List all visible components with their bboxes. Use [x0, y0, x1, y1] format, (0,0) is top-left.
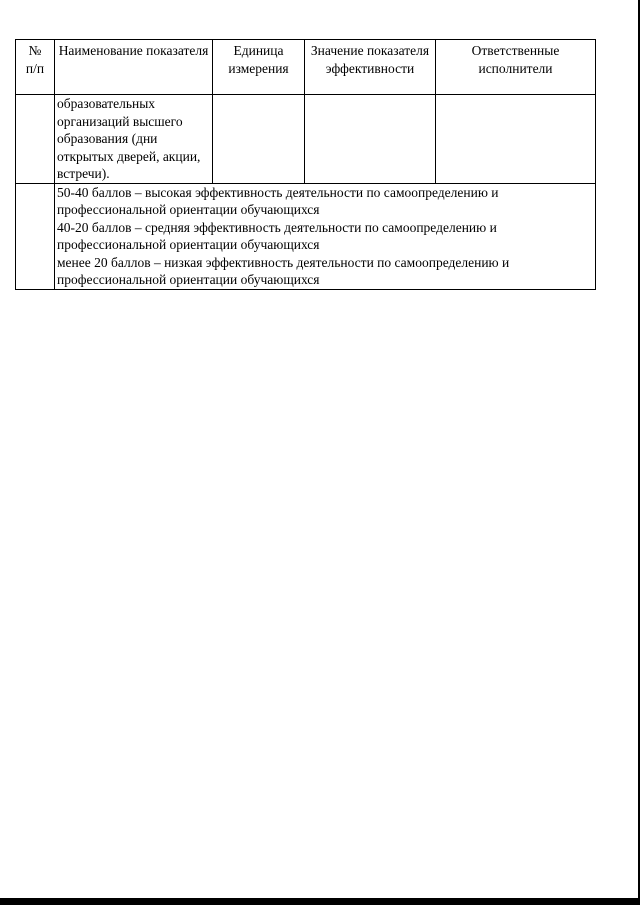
header-responsible: Ответственные исполнители [436, 40, 596, 95]
cell-unit [213, 95, 305, 184]
criteria-number-cell [16, 183, 55, 289]
header-number: № п/п [16, 40, 55, 95]
cell-responsible [436, 95, 596, 184]
scan-border-bottom [0, 898, 640, 905]
header-unit: Единица измерения [213, 40, 305, 95]
cell-efficiency-value [305, 95, 436, 184]
criteria-medium: 40-20 баллов – средняя эффективность деятельности по самоопределению и профессиональной ориентации обучающихся [57, 219, 497, 252]
header-indicator-name: Наименование показателя [55, 40, 213, 95]
criteria-high: 50-40 баллов – высокая эффективность деятельности по самоопределению и профессиональной ориентации обучающихся [57, 184, 499, 217]
indicators-table [15, 39, 596, 290]
header-efficiency-value: Значение показателя эффективности [305, 40, 436, 95]
cell-indicator-name: образовательных организаций высшего образования (дни открытых дверей, акции, встречи). [55, 95, 213, 184]
criteria-row [16, 183, 596, 289]
cell-number [16, 95, 55, 184]
table-header-row [16, 40, 596, 95]
criteria-cell [55, 183, 596, 289]
criteria-low: менее 20 баллов – низкая эффективность деятельности по самоопределению и профессиональной ориентации обучающихся [57, 254, 510, 287]
table-row [16, 95, 596, 184]
